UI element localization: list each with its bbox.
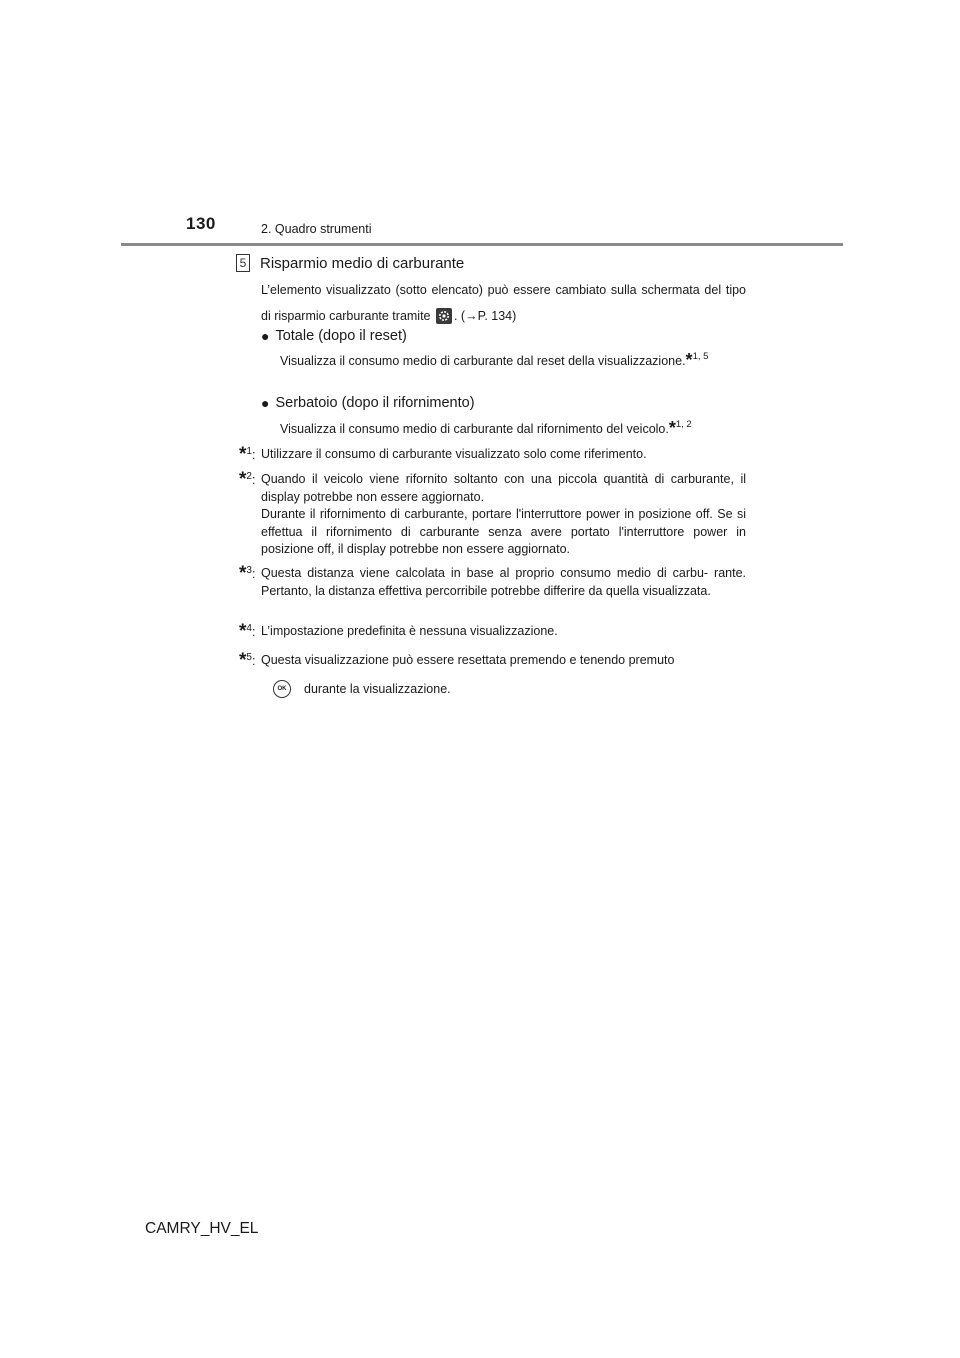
footnote	[239, 623, 746, 641]
footnote-marker: *$^2$:	[239, 469, 256, 490]
footnote-marker: *$^1$:	[239, 444, 256, 465]
footnote-text: Questa visualizzazione può essere resettata premendo e tenendo premuto	[261, 653, 675, 667]
footnote	[239, 471, 746, 506]
bullet-description	[280, 352, 746, 369]
footnote-text: Utilizzare il consumo di carburante visualizzato solo come riferimento.	[261, 447, 647, 461]
section-title: 2. Quadro strumenti	[261, 222, 372, 236]
footnote	[239, 565, 746, 600]
footnote-text: durante la visualizzazione.	[304, 682, 451, 696]
bullet-title: Serbatoio (dopo il rifornimento)	[275, 395, 475, 411]
footnote-text: Durante il rifornimento di carburante, portare l'interruttore power in posizione off. Se si effettua il rifornimento di carburante senza avere portato l'interruttore power in posizione off, il display potrebbe non essere aggiornato.	[261, 507, 746, 556]
bullet-item	[261, 328, 407, 344]
bullet-item	[261, 395, 475, 411]
footnote-marker: *$^5$:	[239, 650, 256, 671]
footnote-star: *	[668, 418, 676, 438]
footnote-continuation	[304, 681, 744, 699]
footnote-marker: *$^3$:	[239, 563, 256, 584]
ok-button-icon: OK	[273, 680, 291, 698]
document-code: CAMRY_HV_EL	[145, 1220, 259, 1237]
footnote-text: L’impostazione predefinita è nessuna visualizzazione.	[261, 624, 558, 638]
footnote-text: Quando il veicolo viene rifornito soltanto con una piccola quantità di carburante, il display potrebbe non essere aggiornato.	[261, 472, 746, 504]
bullet-dot-icon: ●	[261, 328, 270, 344]
page-number: 130	[186, 214, 216, 233]
footnote-continuation	[239, 506, 746, 559]
footnote-star: *	[685, 350, 693, 370]
footnote-ref: 1, 5	[692, 351, 709, 362]
item-title: Risparmio medio di carburante	[260, 254, 465, 272]
header-divider	[121, 243, 843, 246]
item-heading	[236, 254, 464, 272]
bullet-title: Totale (dopo il reset)	[275, 328, 407, 344]
settings-gear-icon	[436, 307, 452, 323]
item-intro	[261, 277, 746, 329]
bullet-description	[280, 420, 746, 437]
footnote-marker: *$^4$:	[239, 621, 256, 642]
footnote-text: Questa distanza viene calcolata in base al proprio consumo medio di carbu- rante. Pertanto, la distanza effettiva percorribile potrebbe differire da quella visualizzata.	[261, 566, 746, 598]
bullet-desc-text: Visualizza il consumo medio di carburante dal reset della visualizzazione.	[280, 354, 686, 368]
bullet-desc-text: Visualizza il consumo medio di carburante dal rifornimento del veicolo.	[280, 422, 669, 436]
bullet-dot-icon: ●	[261, 395, 270, 411]
intro-reference: . (→P. 134)	[453, 309, 517, 323]
item-number-box: 5	[236, 254, 250, 272]
footnote-ref: 1, 2	[675, 419, 692, 430]
footnote	[239, 446, 746, 464]
intro-text: L’elemento visualizzato (sotto elencato) può essere cambiato sulla schermata del tipo di risparmio carburante tramite	[261, 283, 746, 323]
footnote	[239, 652, 746, 670]
